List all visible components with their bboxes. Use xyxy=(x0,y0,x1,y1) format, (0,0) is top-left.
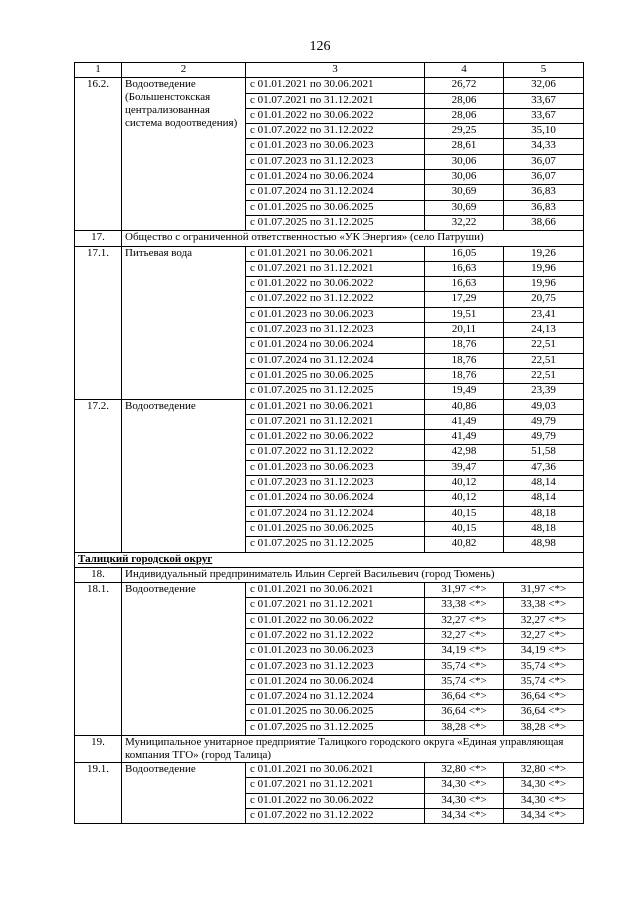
section-row xyxy=(75,552,584,567)
tariff-value-cell: 30,06 xyxy=(425,154,504,169)
tariff-vat-value-cell: 36,83 xyxy=(504,185,584,200)
tariff-table xyxy=(74,62,584,824)
tariff-value-cell: 42,98 xyxy=(425,445,504,460)
tariff-value-cell: 40,15 xyxy=(425,506,504,521)
tariff-value-cell: 28,06 xyxy=(425,108,504,123)
tariff-value-cell: 36,64 <*> xyxy=(425,690,504,705)
tariff-value-cell: 34,30 <*> xyxy=(425,778,504,793)
tariff-vat-value-cell: 38,28 <*> xyxy=(504,720,584,735)
period-cell: с 01.07.2021 по 31.12.2021 xyxy=(246,261,425,276)
period-cell: с 01.07.2022 по 31.12.2022 xyxy=(246,628,425,643)
page-number: 126 xyxy=(309,39,331,54)
period-cell: с 01.01.2022 по 30.06.2022 xyxy=(246,430,425,445)
period-cell: с 01.07.2024 по 31.12.2024 xyxy=(246,690,425,705)
tariff-value-cell: 30,69 xyxy=(425,200,504,215)
tariff-vat-value-cell: 23,41 xyxy=(504,307,584,322)
tariff-value-cell: 38,28 <*> xyxy=(425,720,504,735)
tariff-value-cell: 16,05 xyxy=(425,246,504,261)
item-number: 17.1. xyxy=(75,246,122,399)
period-cell: с 01.07.2025 по 31.12.2025 xyxy=(246,720,425,735)
item-number: 18.1. xyxy=(75,583,122,736)
period-cell: с 01.07.2023 по 31.12.2023 xyxy=(246,476,425,491)
item-number: 17.2. xyxy=(75,399,122,552)
header-col-1: 1 xyxy=(75,63,122,78)
tariff-vat-value-cell: 22,51 xyxy=(504,353,584,368)
tariff-value-cell: 40,12 xyxy=(425,476,504,491)
period-cell: с 01.07.2024 по 31.12.2024 xyxy=(246,506,425,521)
tariff-value-cell: 16,63 xyxy=(425,261,504,276)
period-cell: с 01.07.2024 по 31.12.2024 xyxy=(246,185,425,200)
tariff-vat-value-cell: 36,64 <*> xyxy=(504,705,584,720)
header-col-5: 5 xyxy=(504,63,584,78)
period-cell: с 01.07.2023 по 31.12.2023 xyxy=(246,323,425,338)
tariff-vat-value-cell: 49,79 xyxy=(504,430,584,445)
table-row xyxy=(75,246,584,261)
tariff-value-cell: 41,49 xyxy=(425,430,504,445)
tariff-value-cell: 32,80 <*> xyxy=(425,763,504,778)
header-col-3: 3 xyxy=(246,63,425,78)
period-cell: с 01.01.2023 по 30.06.2023 xyxy=(246,460,425,475)
period-cell: с 01.07.2022 по 31.12.2022 xyxy=(246,808,425,823)
tariff-vat-value-cell: 35,74 <*> xyxy=(504,659,584,674)
tariff-value-cell: 40,15 xyxy=(425,521,504,536)
tariff-value-cell: 18,76 xyxy=(425,353,504,368)
table-row xyxy=(75,583,584,598)
organization-name: Общество с ограниченной ответственностью «УК Энергия» (село Патруши) xyxy=(122,231,584,246)
tariff-value-cell: 30,06 xyxy=(425,170,504,185)
tariff-value-cell: 19,49 xyxy=(425,384,504,399)
section-title: Талицкий городской округ xyxy=(75,552,584,567)
period-cell: с 01.07.2022 по 31.12.2022 xyxy=(246,292,425,307)
tariff-value-cell: 19,51 xyxy=(425,307,504,322)
tariff-table-body xyxy=(75,63,584,824)
organization-name: Индивидуальный предприниматель Ильин Сергей Васильевич (город Тюмень) xyxy=(122,567,584,582)
organization-number: 18. xyxy=(75,567,122,582)
period-cell: с 01.07.2025 по 31.12.2025 xyxy=(246,215,425,230)
tariff-value-cell: 34,30 <*> xyxy=(425,793,504,808)
organization-row xyxy=(75,736,584,763)
tariff-vat-value-cell: 48,18 xyxy=(504,521,584,536)
tariff-vat-value-cell: 35,10 xyxy=(504,124,584,139)
service-name: Водоотведение xyxy=(122,583,246,736)
tariff-vat-value-cell: 49,03 xyxy=(504,399,584,414)
tariff-value-cell: 31,97 <*> xyxy=(425,583,504,598)
period-cell: с 01.01.2022 по 30.06.2022 xyxy=(246,108,425,123)
tariff-vat-value-cell: 32,27 <*> xyxy=(504,613,584,628)
period-cell: с 01.01.2025 по 30.06.2025 xyxy=(246,521,425,536)
tariff-vat-value-cell: 35,74 <*> xyxy=(504,674,584,689)
period-cell: с 01.01.2021 по 30.06.2021 xyxy=(246,399,425,414)
tariff-vat-value-cell: 32,27 <*> xyxy=(504,628,584,643)
tariff-vat-value-cell: 49,79 xyxy=(504,414,584,429)
tariff-value-cell: 34,34 <*> xyxy=(425,808,504,823)
tariff-value-cell: 39,47 xyxy=(425,460,504,475)
period-cell: с 01.07.2025 по 31.12.2025 xyxy=(246,537,425,552)
tariff-value-cell: 32,22 xyxy=(425,215,504,230)
tariff-vat-value-cell: 51,58 xyxy=(504,445,584,460)
organization-row xyxy=(75,231,584,246)
tariff-value-cell: 17,29 xyxy=(425,292,504,307)
period-cell: с 01.01.2025 по 30.06.2025 xyxy=(246,705,425,720)
table-row xyxy=(75,763,584,778)
tariff-vat-value-cell: 31,97 <*> xyxy=(504,583,584,598)
service-name: Питьевая вода xyxy=(122,246,246,399)
period-cell: с 01.01.2022 по 30.06.2022 xyxy=(246,277,425,292)
tariff-vat-value-cell: 34,33 xyxy=(504,139,584,154)
header-col-4: 4 xyxy=(425,63,504,78)
period-cell: с 01.01.2021 по 30.06.2021 xyxy=(246,246,425,261)
tariff-value-cell: 28,61 xyxy=(425,139,504,154)
period-cell: с 01.01.2021 по 30.06.2021 xyxy=(246,763,425,778)
tariff-vat-value-cell: 19,96 xyxy=(504,277,584,292)
tariff-vat-value-cell: 22,51 xyxy=(504,368,584,383)
period-cell: с 01.07.2021 по 31.12.2021 xyxy=(246,414,425,429)
tariff-vat-value-cell: 19,26 xyxy=(504,246,584,261)
period-cell: с 01.07.2024 по 31.12.2024 xyxy=(246,353,425,368)
period-cell: с 01.07.2021 по 31.12.2021 xyxy=(246,598,425,613)
tariff-vat-value-cell: 48,14 xyxy=(504,491,584,506)
period-cell: с 01.01.2023 по 30.06.2023 xyxy=(246,644,425,659)
tariff-value-cell: 35,74 <*> xyxy=(425,659,504,674)
period-cell: с 01.01.2023 по 30.06.2023 xyxy=(246,139,425,154)
period-cell: с 01.01.2022 по 30.06.2022 xyxy=(246,613,425,628)
tariff-value-cell: 34,19 <*> xyxy=(425,644,504,659)
tariff-value-cell: 40,82 xyxy=(425,537,504,552)
tariff-value-cell: 18,76 xyxy=(425,368,504,383)
period-cell: с 01.07.2022 по 31.12.2022 xyxy=(246,445,425,460)
tariff-vat-value-cell: 36,83 xyxy=(504,200,584,215)
tariff-value-cell: 18,76 xyxy=(425,338,504,353)
period-cell: с 01.07.2023 по 31.12.2023 xyxy=(246,659,425,674)
tariff-value-cell: 33,38 <*> xyxy=(425,598,504,613)
table-row xyxy=(75,78,584,93)
tariff-value-cell: 28,06 xyxy=(425,93,504,108)
period-cell: с 01.01.2025 по 30.06.2025 xyxy=(246,200,425,215)
tariff-vat-value-cell: 22,51 xyxy=(504,338,584,353)
organization-row xyxy=(75,567,584,582)
tariff-value-cell: 32,27 <*> xyxy=(425,613,504,628)
period-cell: с 01.07.2021 по 31.12.2021 xyxy=(246,778,425,793)
tariff-value-cell: 41,49 xyxy=(425,414,504,429)
tariff-value-cell: 40,12 xyxy=(425,491,504,506)
period-cell: с 01.01.2023 по 30.06.2023 xyxy=(246,307,425,322)
tariff-vat-value-cell: 19,96 xyxy=(504,261,584,276)
period-cell: с 01.07.2021 по 31.12.2021 xyxy=(246,93,425,108)
period-cell: с 01.01.2024 по 30.06.2024 xyxy=(246,491,425,506)
tariff-vat-value-cell: 36,07 xyxy=(504,154,584,169)
header-col-2: 2 xyxy=(122,63,246,78)
period-cell: с 01.01.2021 по 30.06.2021 xyxy=(246,583,425,598)
period-cell: с 01.07.2025 по 31.12.2025 xyxy=(246,384,425,399)
service-name: Водоотведение xyxy=(122,763,246,824)
tariff-vat-value-cell: 34,30 <*> xyxy=(504,778,584,793)
tariff-vat-value-cell: 38,66 xyxy=(504,215,584,230)
tariff-vat-value-cell: 48,14 xyxy=(504,476,584,491)
period-cell: с 01.01.2021 по 30.06.2021 xyxy=(246,78,425,93)
tariff-vat-value-cell: 34,19 <*> xyxy=(504,644,584,659)
period-cell: с 01.01.2024 по 30.06.2024 xyxy=(246,338,425,353)
tariff-vat-value-cell: 33,67 xyxy=(504,108,584,123)
tariff-vat-value-cell: 36,64 <*> xyxy=(504,690,584,705)
period-cell: с 01.01.2025 по 30.06.2025 xyxy=(246,368,425,383)
organization-number: 19. xyxy=(75,736,122,763)
tariff-vat-value-cell: 47,36 xyxy=(504,460,584,475)
tariff-vat-value-cell: 48,18 xyxy=(504,506,584,521)
tariff-vat-value-cell: 24,13 xyxy=(504,323,584,338)
item-number: 19.1. xyxy=(75,763,122,824)
tariff-vat-value-cell: 23,39 xyxy=(504,384,584,399)
tariff-vat-value-cell: 32,80 <*> xyxy=(504,763,584,778)
tariff-vat-value-cell: 33,38 <*> xyxy=(504,598,584,613)
table-row xyxy=(75,399,584,414)
tariff-value-cell: 29,25 xyxy=(425,124,504,139)
tariff-value-cell: 32,27 <*> xyxy=(425,628,504,643)
period-cell: с 01.01.2022 по 30.06.2022 xyxy=(246,793,425,808)
period-cell: с 01.01.2024 по 30.06.2024 xyxy=(246,170,425,185)
tariff-value-cell: 40,86 xyxy=(425,399,504,414)
tariff-vat-value-cell: 20,75 xyxy=(504,292,584,307)
tariff-value-cell: 36,64 <*> xyxy=(425,705,504,720)
organization-name: Муниципальное унитарное предприятие Талицкого городского округа «Единая управляющая компания ТГО» (город Талица) xyxy=(122,736,584,763)
period-cell: с 01.01.2024 по 30.06.2024 xyxy=(246,674,425,689)
tariff-vat-value-cell: 33,67 xyxy=(504,93,584,108)
tariff-value-cell: 16,63 xyxy=(425,277,504,292)
tariff-value-cell: 30,69 xyxy=(425,185,504,200)
tariff-vat-value-cell: 34,30 <*> xyxy=(504,793,584,808)
header-row xyxy=(75,63,584,78)
period-cell: с 01.07.2022 по 31.12.2022 xyxy=(246,124,425,139)
service-name: Водоотведение (Большенстокская централизованная система водоотведения) xyxy=(122,78,246,231)
tariff-value-cell: 26,72 xyxy=(425,78,504,93)
tariff-vat-value-cell: 48,98 xyxy=(504,537,584,552)
period-cell: с 01.07.2023 по 31.12.2023 xyxy=(246,154,425,169)
item-number: 16.2. xyxy=(75,78,122,231)
organization-number: 17. xyxy=(75,231,122,246)
tariff-value-cell: 35,74 <*> xyxy=(425,674,504,689)
tariff-vat-value-cell: 34,34 <*> xyxy=(504,808,584,823)
tariff-vat-value-cell: 32,06 xyxy=(504,78,584,93)
service-name: Водоотведение xyxy=(122,399,246,552)
tariff-vat-value-cell: 36,07 xyxy=(504,170,584,185)
tariff-value-cell: 20,11 xyxy=(425,323,504,338)
